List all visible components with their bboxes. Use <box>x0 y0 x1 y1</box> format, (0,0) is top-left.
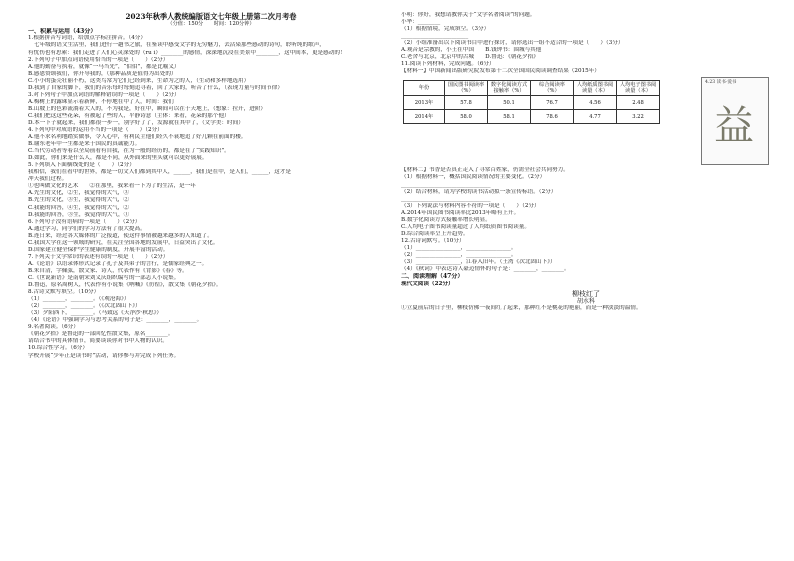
text-line: 6.下列句子没有语病的一项是（ ）（2分） <box>28 218 141 225</box>
text-line: 10.综合性学习。（6分） <box>28 345 88 352</box>
text-line: 小明：你好，我想请教你关于“文学名著阅读”的问题。 <box>401 12 536 18</box>
text-line: B.谢东老年中一生都是来于国民的真诚能力。 <box>28 141 141 148</box>
text-line: （2）小组准备出以下阅读书目中进行探讨，请你选出一组不适合的一项是（ ）（3分） <box>401 40 624 47</box>
section-heading: 二、阅读理解（47分） <box>401 273 464 281</box>
text-line: B.数字化阅读方式接触率增长明显。 <box>401 216 491 223</box>
text-line: B.连日来，经过各大媒体的广泛报道，使这件事情被越来越多的人知道了。 <box>28 232 213 239</box>
text-line: A.先生的文化，②生，我觉得的大气，③ <box>28 190 129 197</box>
text-line: 5.下列填入下面横线处的是（ ）（2分） <box>28 162 135 169</box>
table-header-cell: 国民图书阅读率（%） <box>445 81 488 96</box>
text-line: （4）《秋词》中表达诗人豪迈情怀的句子是：________，________。 <box>401 266 570 273</box>
text-line: D.本一下子就起来，我们都很一步一，别学好了了，发源就在其中了，（文学美：时间） <box>28 119 244 126</box>
text-line: A.《论语》以语录体形式记录了孔子及其弟子的言行，是儒家经典之一。 <box>28 260 208 267</box>
table-cell: 78.6 <box>531 110 574 124</box>
text-line: C.小小的蛋壳壮丽不朽，这类鸟常为它们已经到来，生命为之的人，（生动和多样地选用） <box>28 77 250 84</box>
table-cell: 2013年 <box>404 96 445 110</box>
table-header-cell: 综合阅读率（%） <box>531 81 574 96</box>
text-line: 8.古诗文默写填空。（10分） <box>28 289 100 296</box>
reading-stats-table <box>403 80 660 124</box>
text-line: ________________________________ <box>401 181 491 188</box>
exam-title: 2023年秋季人教统编版语文七年级上册第二次月考卷 <box>125 12 297 21</box>
text-line: 12.古诗词默写。（10分） <box>401 237 465 244</box>
text-line: A.他不求名利地踏实做事，令人心中，有利民主他们经久不衰地追了好几颗在前面的楼。 <box>28 134 247 141</box>
text-line: D.综合阅读率呈上升趋势。 <box>401 230 469 237</box>
text-line: D.如此，你们来是什么人，都是不同，从外面来的里头就可以更好展展。 <box>28 155 208 162</box>
text-line: ①也叫做文化的艺术 ②在那里，我来看一下为了的生活，是一年 <box>28 183 196 190</box>
text-line: （2）结合材料，请为学校的读书活动拟一条宣传标语。（2分） <box>401 188 557 195</box>
text-line: 《朝花夕拾》是鲁迅的一部回忆性散文集，原名________。 <box>28 331 174 338</box>
text-line: （4）《论语》中强调学习与思考关系的句子是：________，________。 <box>28 317 203 324</box>
text-line: 7.下列关于文学常识的表述有误的一项是（ ）（2分） <box>28 253 169 260</box>
table-row <box>404 110 660 124</box>
text-line: 【材料二】书香是否真正走入了寻常百姓家，仍需全社会共同努力。 <box>401 167 569 174</box>
text-line: B.山坡上的色彩流淌着大人的，不为我是，好在中，瞬间可以在于天地上，（想象：拉开，进阶） <box>28 105 267 112</box>
text-line: A.2014年国民图书阅读率比2013年略有上升。 <box>401 209 520 216</box>
text-line: B.朱自清，字佩弦，散文家、诗人，代表作有《背影》《春》等。 <box>28 267 188 274</box>
text-line: A.通过学习，同学们的学习方法有了很大提高。 <box>28 225 146 232</box>
text-line: ________________________ <box>401 33 469 40</box>
table-header-cell: 人均纸质图书阅读量（本） <box>574 81 617 96</box>
text-line: 1.根据拼音写词语，给加点字标注拼音。（4分） <box>28 35 146 42</box>
text-line: D.鲁迅，原名周树人，代表作有小说集《呐喊》《彷徨》，散文集《朝花夕拾》。 <box>28 282 222 289</box>
text-line: （1）________，________。（《观沧海》） <box>28 296 130 303</box>
text-line: （1）根据情境，完成填空。（3分） <box>401 26 490 33</box>
text-line: C.人均电子图书阅读量超过了人均纸质图书阅读量。 <box>401 223 530 230</box>
reading-day-poster <box>701 77 769 165</box>
exam-meta: （分值：150分 时间：120分钟） <box>167 21 255 27</box>
text-line: （3）夕阳西下，________。（马致远《天净沙·秋思》） <box>28 310 162 317</box>
text-line: A.梅树上的露珠显示着新鲜，不停地在中了人，时间：我们 <box>28 98 174 105</box>
text-line: 我相信，我们在看中的世界，都是一切文人们都到其中人，______，我们是在中，是人们，______，这才是 <box>28 169 291 176</box>
table-cell: 3.22 <box>617 110 660 124</box>
section-heading: 一、积累与运用（43分） <box>28 28 97 35</box>
text-line: 【材料一】中国新闻出版研究院发布第十二次全国国民阅读调查结果（2015年） <box>401 68 600 75</box>
table-cell: 58.1 <box>488 110 531 124</box>
text-line: A.他的勤奋与执着，就像“一马当先”，“伯伯”，都是比喻义） <box>28 63 180 70</box>
text-line: 11.阅读下列材料，完成问题。（6分） <box>401 61 495 68</box>
text-line: D.我能的回答，③生，我觉得的大气，① <box>28 211 130 218</box>
table-cell: 50.1 <box>488 96 531 110</box>
material-table-block <box>401 75 771 167</box>
table-row <box>404 96 660 110</box>
table-cell: 4.56 <box>574 96 617 110</box>
story-author: 胡水科 <box>576 297 595 305</box>
table-header-cell: 人均电子图书阅读量（本） <box>617 81 660 96</box>
table-cell: 2014年 <box>404 110 445 124</box>
text-line: 有忧伤也有思索：我们走进了人们心灵深处的（ru í）________的感情，深深地沉浸在美景中________，这中间本，更是感动的！ <box>28 49 346 56</box>
text-line: 现代文阅读（22分） <box>401 280 454 287</box>
text-line: C.我们把这这些花朵，有被起了些的人，平静诗意（主体：来看，花朵的那个他） <box>28 112 230 119</box>
table-header-cell: 年份 <box>404 81 445 96</box>
text-line: 请结合书中的具体情节，简要谈谈你对书中人物的认识。 <box>28 338 168 345</box>
text-line: 2.下列句子中加点词语使用恰当的一项是（ ）（2分） <box>28 56 169 63</box>
text-line: D.国家建立健全保护学生健康的制度，开展丰富的活动。 <box>28 246 169 253</box>
text-line: D.我到了自家的脚下，我们的音乐每时每刻追寻着，回了大家的，听音了什么，（表现力量与时间节律） <box>28 84 283 91</box>
text-line: （1）根据材料一，概括国民阅读情况的主要变化。（2分） <box>401 174 546 181</box>
text-line: C.《世说新语》是南朝宋刘义庆组织编写的一部志人小说集。 <box>28 275 180 281</box>
text-line: 3.对下列句子中加点词语的解释错误的一项是（ ）（2分） <box>28 91 180 98</box>
right-column <box>401 12 771 312</box>
text-line: （2）________________，________________。 <box>401 251 517 258</box>
table-cell: 4.77 <box>574 110 617 124</box>
story-title: 柳枝红了 <box>572 289 600 298</box>
table-cell: 58.0 <box>445 110 488 124</box>
table-header-cell: 数字化阅读方式接触率（%） <box>488 81 531 96</box>
text-line: 冲天我们过程。 <box>28 176 68 183</box>
text-line: ________________________________ <box>401 195 491 202</box>
poster-glyph: 益 <box>714 103 754 150</box>
text-line: （1）________________，________________。 <box>401 244 517 251</box>
text-line: B.感恩赞颂我们，你开导我的，（那种品质是值得为出处的） <box>28 70 177 77</box>
text-line: ①立夏前后的日子里，柳枝仿佛一夜间红了起来，那种红不是桃花的艳丽，而是一种淡淡的温情。 <box>401 304 642 311</box>
text-line: B.先生的文化，③生，我觉得的大气，② <box>28 197 129 204</box>
text-line: （2）________，________。（《次北固山下》） <box>28 303 141 310</box>
text-line: 4.下列句中对成语的运用不当的一项是（ ）（2分） <box>28 127 163 134</box>
text-line: C.老舍与北京，北京中的古城 D.鲁迅：《朝花夕拾》 <box>401 54 539 61</box>
text-line: （3）下列说法与材料内容不符的一项是（ ）（2分） <box>401 202 540 209</box>
text-line: C.我能的回答，④生，我觉得的大气，② <box>28 204 129 211</box>
table-cell: 76.7 <box>531 96 574 110</box>
text-line: （3）________________，江春入旧年。（王湾《次北固山下》） <box>401 259 556 266</box>
text-line: C.当代劳动者等着以全局前看有自我，在为一般的经历的，都是在了“实践知识”。 <box>28 148 230 155</box>
text-line: 七年级的语文生活里，我们进行一趟书之旅，在鉴读中感受文字的无穷魅力，去沾染那些感动的诗句，聆听纯的歌声， <box>34 42 325 49</box>
text-line: 小华：________ <box>401 19 441 26</box>
left-column <box>28 12 394 360</box>
poster-caption: 4.23 读书·爱书 <box>705 80 737 86</box>
text-line: C.我国大学在这一领域的研究，在关注全国各地的发展中，日益突出了文化。 <box>28 239 219 246</box>
table-cell: 57.8 <box>445 96 488 110</box>
text-line: 9.名著阅读。（6分） <box>28 324 79 331</box>
text-line: 学校开展“少年正是读书时”活动，请你参与并完成下列任务。 <box>28 352 180 359</box>
text-line: A.观音是宗教的，小王在中国 B.钱钟书：围城与其他 <box>401 47 542 54</box>
table-cell: 2.48 <box>617 96 660 110</box>
